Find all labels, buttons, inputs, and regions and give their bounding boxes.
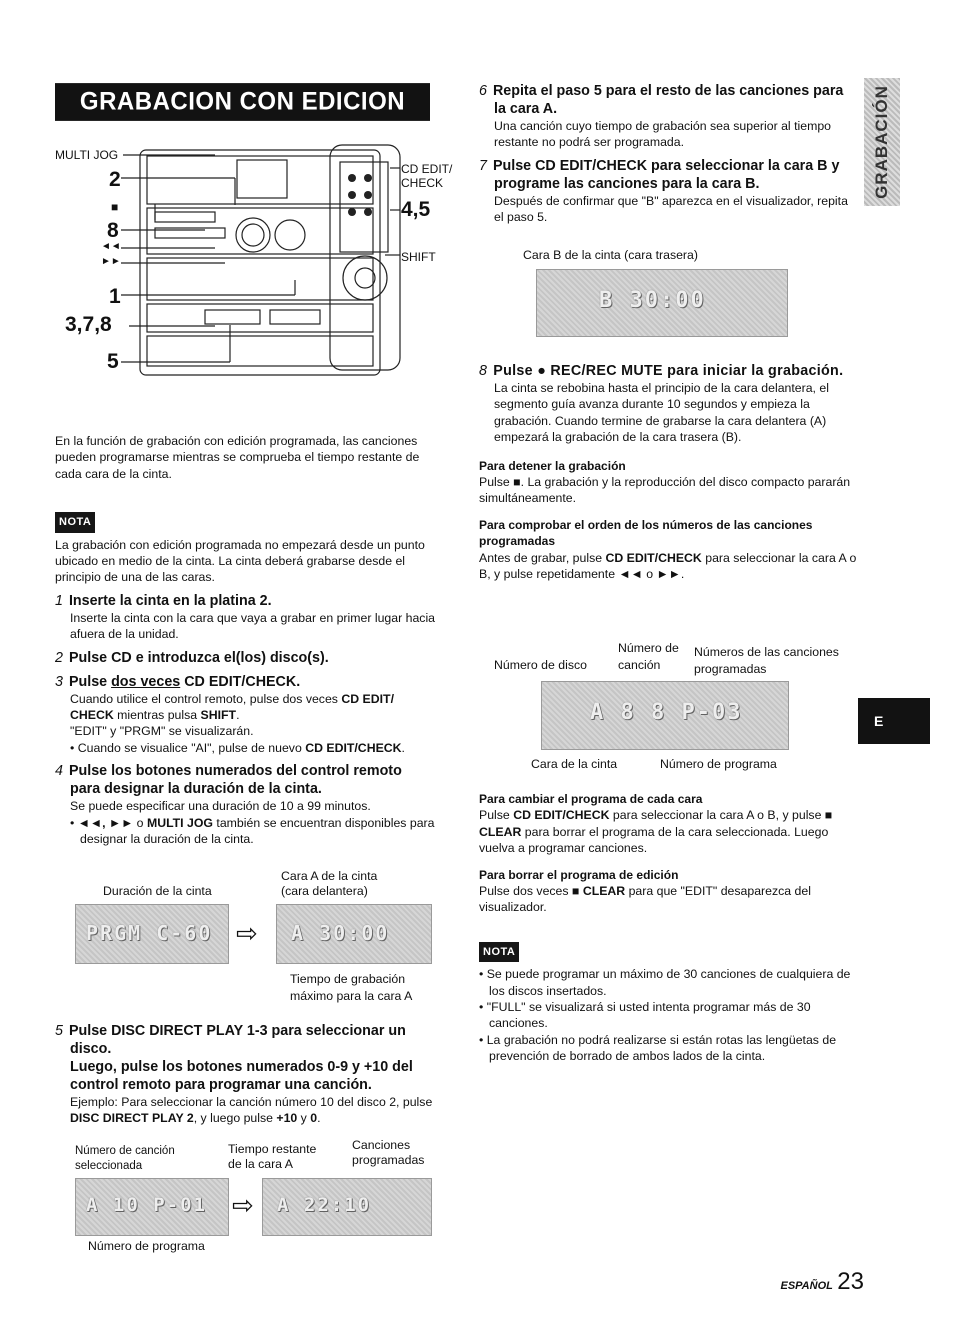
label-step-2: 2 (109, 168, 121, 191)
fig4-caption-time: Tiempo de grabación máximo para la cara A (290, 972, 413, 1003)
step-3-body: Cuando utilice el control remoto, pulse dos veces CD EDIT/ CHECK mientras pulsa SHIFT. "EDIT" y "PRGM" se visualizarán. • Cuando se visualice "AI", pulse de nuevo CD EDIT/CHECK. (70, 691, 405, 755)
step-5-body: Ejemplo: Para seleccionar la canción número 10 del disco 2, pulse DISC DIRECT PLAY 2, y luego pulse +10 y 0. (70, 1095, 433, 1126)
comprobar-body: Antes de grabar, pulse CD EDIT/CHECK para seleccionar la cara A o B, y pulse repetidamente ◄◄ o ►►. (479, 550, 857, 582)
fig5-caption-programa: Número de programa (88, 1239, 205, 1253)
label-multi-jog: MULTI JOG (55, 148, 119, 162)
comprobar-title: Para comprobar el orden de los números de las canciones programadas (479, 517, 813, 549)
page-number: 23 (837, 1268, 864, 1295)
fig4-caption-duracion: Duración de la cinta (103, 884, 212, 898)
step-8-title: 8 Pulse ● REC/REC MUTE para iniciar la grabación. (479, 363, 844, 379)
fig8-caption-programa: Número de programa (660, 757, 777, 771)
step-4-title: 4 Pulse los botones numerados del control remoto para designar la duración de la cinta. (55, 763, 402, 798)
label-step-1: 1 (109, 285, 121, 308)
cambiar-title: Para cambiar el programa de cada cara (479, 792, 703, 806)
step-2-title: 2 Pulse CD e introduzca el(los) disco(s). (55, 649, 329, 666)
right-column-bottom (479, 791, 857, 1065)
page-title: GRABACION CON EDICION PROGRAMADA (55, 83, 430, 121)
step-3-title: 3 Pulse dos veces CD EDIT/CHECK. (55, 673, 301, 690)
left-column (55, 433, 435, 848)
fig5-caption-tiempo: Tiempo restante de la cara A (228, 1142, 317, 1171)
fig4-caption-cara: Cara A de la cinta (cara delantera) (281, 869, 378, 898)
label-cd-edit-check: CD EDIT/ CHECK (401, 162, 453, 190)
label-step-8: 8 (107, 219, 119, 242)
page-footer (764, 1268, 864, 1296)
step-5-title: 5 Pulse DISC DIRECT PLAY 1-3 para seleccionar un disco. (55, 1023, 406, 1057)
nota-badge: NOTA (55, 512, 95, 532)
language-tab: E (858, 698, 930, 744)
fig8-caption-nums: Números de las canciones programadas (694, 645, 839, 676)
label-step-378: 3,7,8 (65, 313, 112, 336)
label-stop-symbol: ■ (111, 200, 119, 214)
device-diagram (55, 140, 455, 390)
label-step-5: 5 (107, 350, 119, 373)
step-7-title: 7 Pulse CD EDIT/CHECK para seleccionar la cara B y programe las canciones para la cara B. (479, 157, 840, 192)
nota2-bullet-3: • La grabación no podrá realizarse si están rotas las lengüetas de prevención de borrado de ambos lados de la cinta. (479, 1032, 837, 1064)
step-1-title: 1 Inserte la cinta en la platina 2. (55, 592, 272, 609)
arrow-right-icon: ⇨ (236, 918, 258, 948)
intro-text: En la función de grabación con edición programada, las canciones pueden programarse mientras se comprueba el tiempo restante de cada cara de la cinta. (55, 434, 420, 481)
label-ff-symbol: ►► (101, 256, 121, 267)
footer-language: ESPAÑOL (780, 1280, 833, 1292)
step-4-body: Se puede especificar una duración de 10 a 99 minutos. • ◄◄, ►► o MULTI JOG también se encuentran disponibles para designar la duración de la cinta. (70, 799, 435, 847)
fig8-display: A 8 8 P-03 (541, 681, 789, 750)
step-7-body: Después de confirmar que "B" aparezca en el visualizador, repita el paso 5. (494, 193, 848, 225)
fig5-display-1: A 10 P-01 (75, 1178, 229, 1236)
fig8-caption-cancion: Número de canción (618, 641, 679, 672)
nota2-bullet-2: • "FULL" se visualizará si usted intenta programar más de 30 canciones. (479, 1000, 811, 1031)
right-column-lower (479, 362, 857, 582)
nota-badge: NOTA (479, 942, 519, 962)
step-6-body: Una canción cuyo tiempo de grabación sea superior al tiempo restante no podrá ser programada. (494, 119, 831, 150)
cambiar-body: Pulse CD EDIT/CHECK para seleccionar la cara A o B, y pulse ■ CLEAR para borrar el programa de la cara seleccionada. Luego vuelva a programar canciones. (479, 808, 833, 856)
fig5-caption-canciones: Canciones programadas (352, 1138, 425, 1167)
fig7-display: B 30:00 (536, 269, 788, 337)
section-side-label: GRABACIÓN (864, 78, 900, 206)
detener-body: Pulse ■. La grabación y la reproducción del disco compacto pararán simultáneamente. (479, 475, 851, 506)
step-8-body: La cinta se rebobina hasta el principio de la cara delantera, el segmento guía avanza durante 10 segundos y empieza la grabación. Cuando termine de grabarse la cara delantera (A) empezará la grabación de la cara trasera (B). (494, 381, 829, 445)
fig5-caption-num: Número de canción seleccionada (75, 1145, 175, 1172)
step-5 (55, 1022, 437, 1127)
label-rew-symbol: ◄◄ (101, 241, 121, 252)
fig8-caption-cara: Cara de la cinta (531, 757, 618, 771)
fig4-display-2: A 30:00 (276, 904, 432, 964)
fig7-caption: Cara B de la cinta (cara trasera) (523, 248, 698, 262)
nota2-bullet-1: • Se puede programar un máximo de 30 canciones de cualquiera de los discos insertados. (479, 967, 851, 998)
label-shift: SHIFT (401, 250, 436, 264)
borrar-body: Pulse dos veces ■ CLEAR para que "EDIT" desaparezca del visualizador. (479, 884, 811, 915)
borrar-title: Para borrar el programa de edición (479, 867, 679, 882)
fig4-display-1: PRGM C-60 (75, 904, 229, 964)
arrow-right-icon: ⇨ (232, 1190, 254, 1220)
label-step-45: 4,5 (401, 198, 431, 221)
fig5-display-2: A 22:10 (262, 1178, 432, 1236)
step-6-title: 6 Repita el paso 5 para el resto de las canciones para la cara A. (479, 83, 844, 117)
nota1-text: La grabación con edición programada no empezará desde un punto ubicado en medio de la cinta. La cinta deberá grabarse desde el principio de una de las caras. (55, 537, 425, 585)
detener-title: Para detener la grabación (479, 458, 626, 473)
step-5-title2: Luego, pulse los botones numerados 0-9 y +10 del control remoto para programar una canción. (70, 1059, 413, 1093)
right-column (479, 82, 857, 226)
fig8-caption-disco: Número de disco (494, 658, 587, 672)
step-1-body: Inserte la cinta con la cara que vaya a grabar en primer lugar hacia afuera de la unidad. (70, 610, 436, 642)
